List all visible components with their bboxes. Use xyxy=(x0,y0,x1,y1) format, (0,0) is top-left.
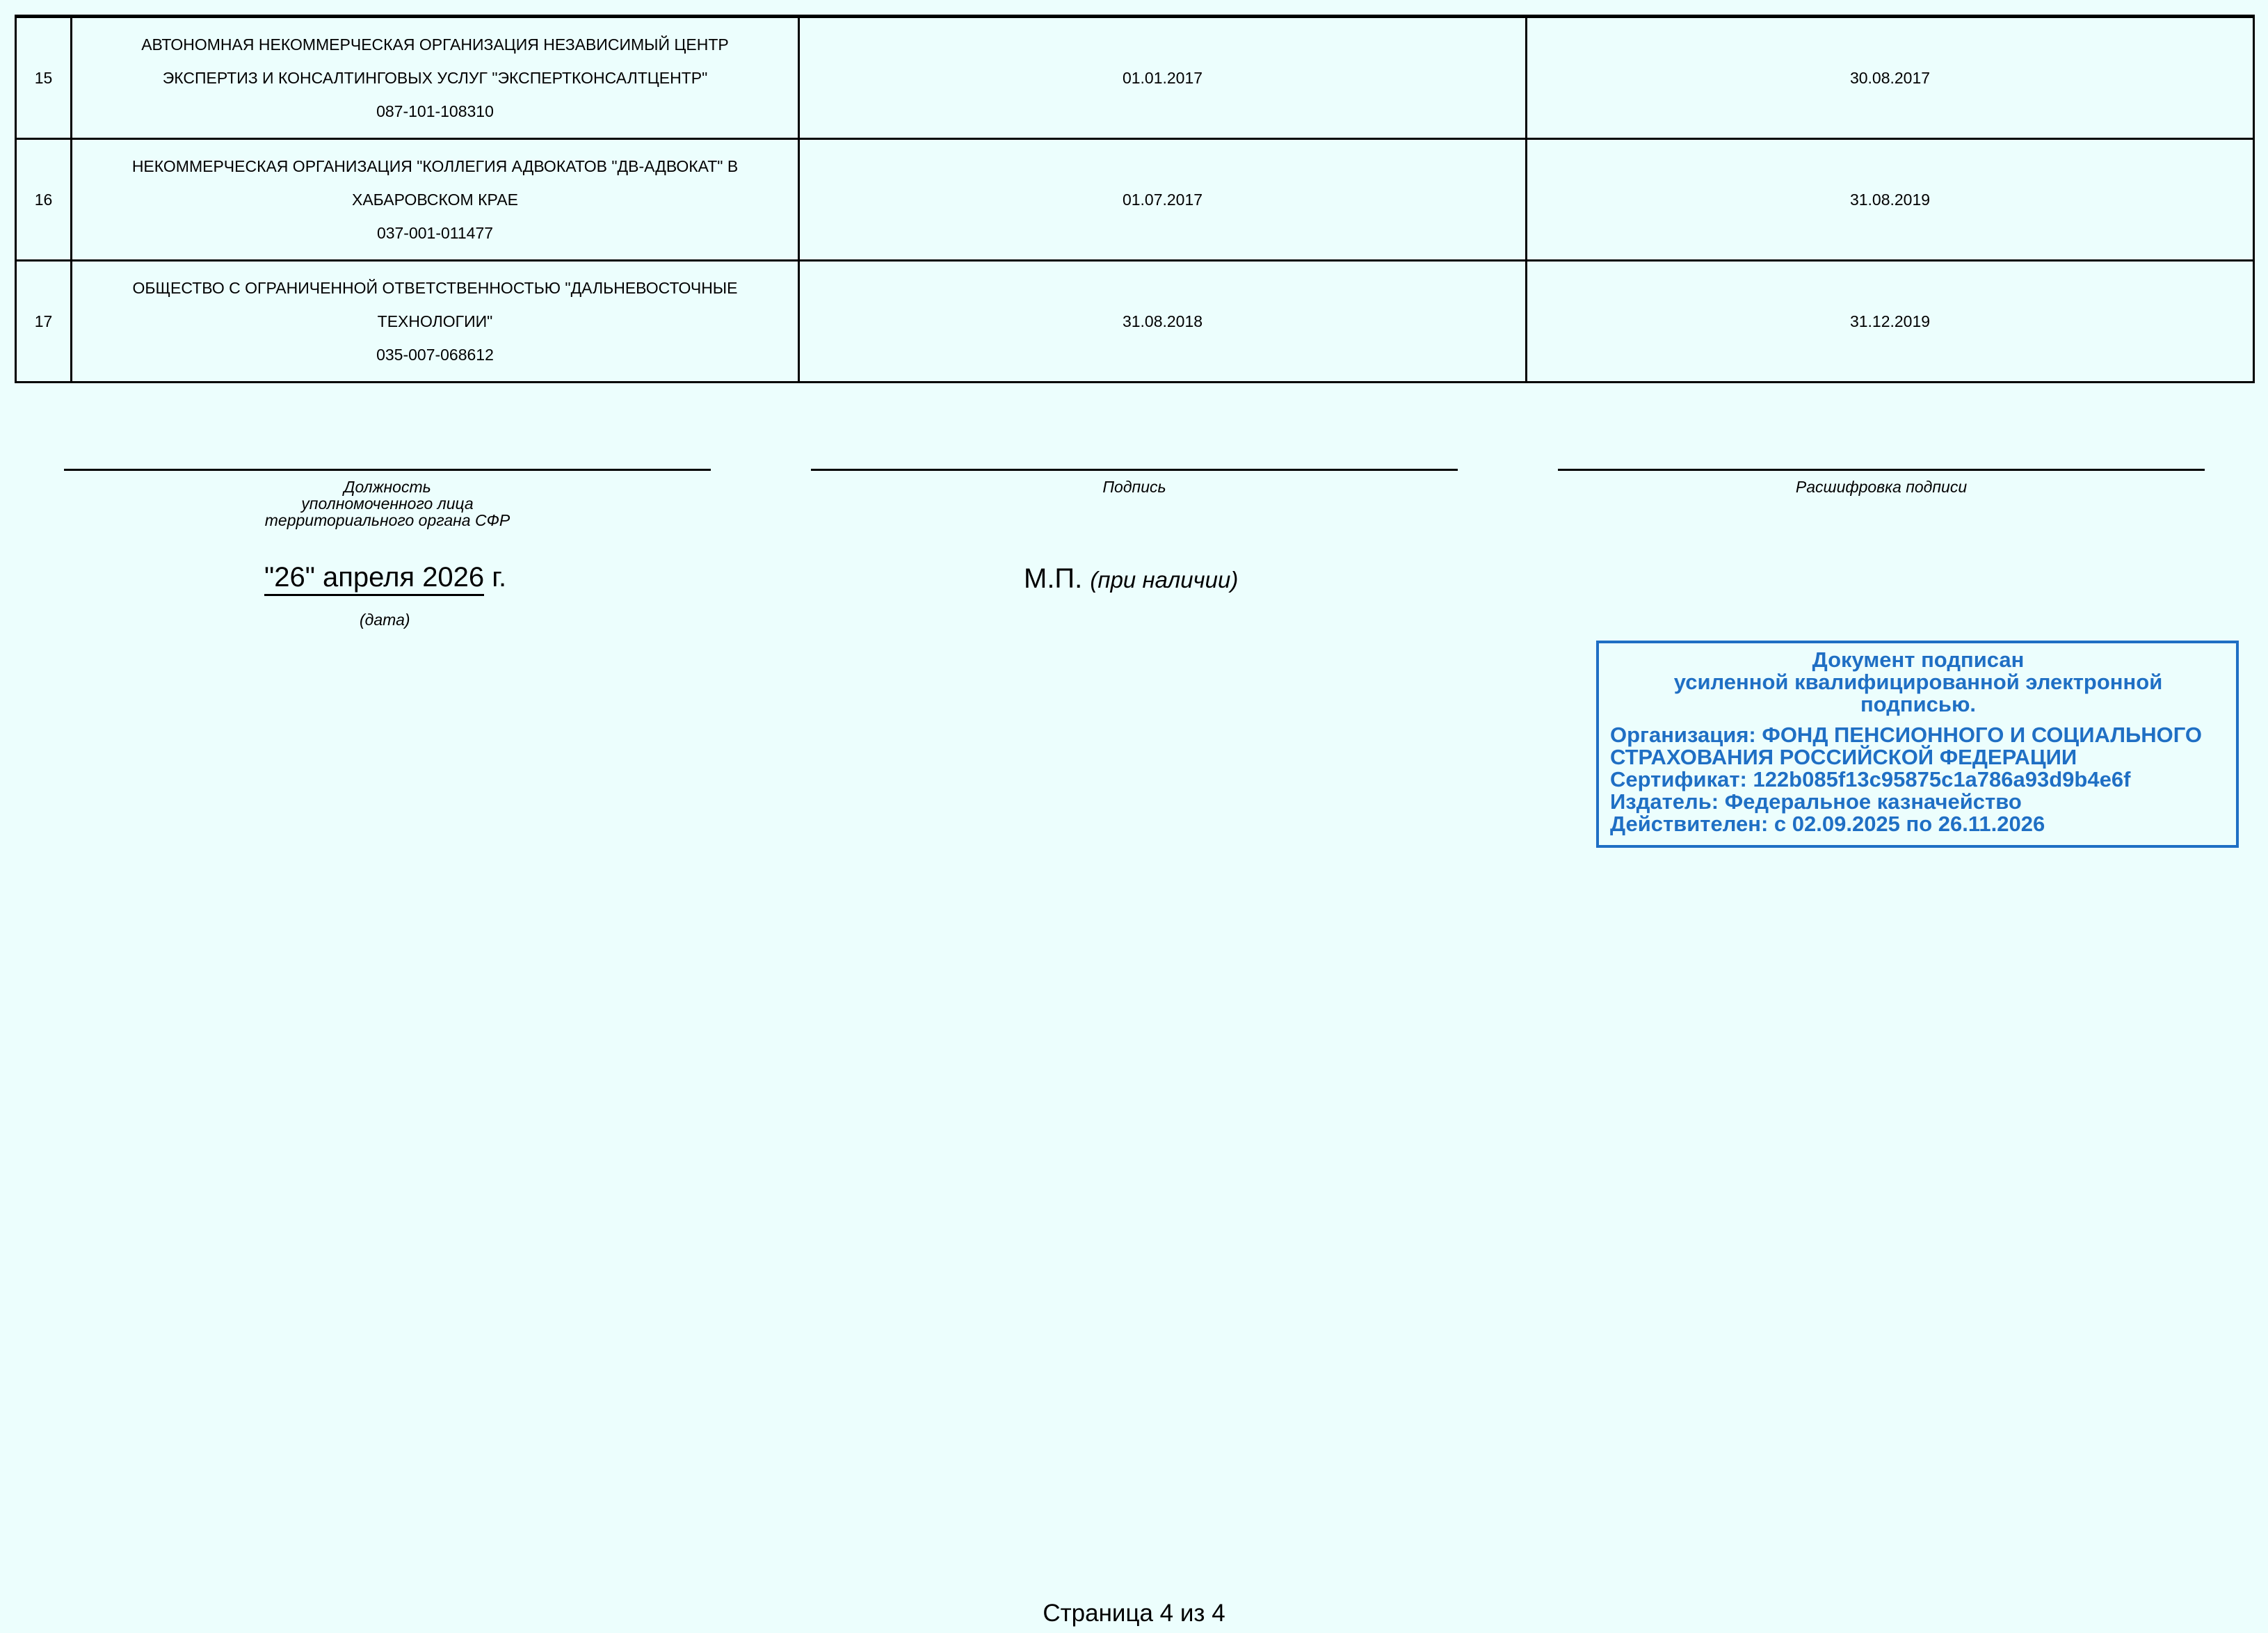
organization-cell xyxy=(72,139,799,261)
period-end: 30.08.2017 xyxy=(1527,17,2254,139)
stamp-details xyxy=(1610,724,2226,835)
registration-number: 087-101-108310 xyxy=(376,102,494,120)
period-start: 01.01.2017 xyxy=(799,17,1527,139)
signature-caption: Подпись xyxy=(1102,478,1166,496)
decode-caption: Расшифровка подписи xyxy=(1795,478,1968,496)
seal-label: М.П. xyxy=(1024,563,1083,594)
seal-placeholder xyxy=(1024,563,1238,595)
organization-cell xyxy=(72,261,799,383)
registration-number: 035-007-068612 xyxy=(376,346,494,364)
organization-name-line: ХАБАРОВСКОМ КРАЕ xyxy=(352,191,518,209)
period-end: 31.08.2019 xyxy=(1527,139,2254,261)
organization-name-line: ТЕХНОЛОГИИ" xyxy=(377,312,493,330)
registration-number: 037-001-011477 xyxy=(376,224,494,242)
stamp-organization: Организация: ФОНД ПЕНСИОННОГО И СОЦИАЛЬНОГО xyxy=(1610,723,2203,747)
stamp-certificate: Сертификат: 122b085f13c95875c1a786a93d9b4e6f xyxy=(1610,767,2131,791)
position-signature-line xyxy=(64,469,711,471)
stamp-header-line: усиленной квалифицированной электронной xyxy=(1673,670,2163,694)
page-number: Страница 4 из 4 xyxy=(1043,1600,1225,1627)
row-number: 16 xyxy=(16,139,72,261)
organization-name-line: АВТОНОМНАЯ НЕКОММЕРЧЕСКАЯ ОРГАНИЗАЦИЯ НЕЗАВИСИМЫЙ ЦЕНТР xyxy=(141,35,729,54)
signing-date-suffix: г. xyxy=(484,562,507,593)
position-caption-line: уполномоченного лица xyxy=(301,494,474,513)
stamp-header-line: подписью. xyxy=(1860,692,1977,716)
period-end: 31.12.2019 xyxy=(1527,261,2254,383)
table-row xyxy=(16,139,2254,261)
row-number: 17 xyxy=(16,261,72,383)
electronic-signature-stamp xyxy=(1596,641,2239,848)
decode-signature-line xyxy=(1558,469,2205,471)
organization-name-line: ЭКСПЕРТИЗ И КОНСАЛТИНГОВЫХ УСЛУГ "ЭКСПЕРТКОНСАЛТЦЕНТР" xyxy=(162,69,708,87)
organization-cell xyxy=(72,17,799,139)
period-start: 01.07.2017 xyxy=(799,139,1527,261)
stamp-header xyxy=(1610,649,2226,716)
position-caption-line: территориального органа СФР xyxy=(264,511,510,529)
stamp-issuer: Издатель: Федеральное казначейство xyxy=(1610,789,2022,814)
employment-periods-table xyxy=(15,15,2255,383)
organization-name-line: НЕКОММЕРЧЕСКАЯ ОРГАНИЗАЦИЯ "КОЛЛЕГИЯ АДВОКАТОВ "ДВ-АДВОКАТ" В xyxy=(131,157,739,175)
row-number: 15 xyxy=(16,17,72,139)
stamp-validity: Действителен: с 02.09.2025 по 26.11.2026 xyxy=(1610,812,2045,836)
period-start: 31.08.2018 xyxy=(799,261,1527,383)
table-row xyxy=(16,261,2254,383)
signing-date-value: "26" апреля 2026 xyxy=(264,562,484,596)
organization-name-line: ОБЩЕСТВО С ОГРАНИЧЕННОЙ ОТВЕТСТВЕННОСТЬЮ "ДАЛЬНЕВОСТОЧНЫЕ xyxy=(132,279,738,297)
signing-date xyxy=(264,562,506,593)
stamp-header-line: Документ подписан xyxy=(1812,647,2025,672)
seal-note: (при наличии) xyxy=(1090,567,1239,593)
stamp-organization-cont: СТРАХОВАНИЯ РОССИЙСКОЙ ФЕДЕРАЦИИ xyxy=(1610,745,2077,769)
date-caption: (дата) xyxy=(360,611,410,629)
signature-line xyxy=(811,469,1458,471)
position-caption-line: Должность xyxy=(344,478,431,496)
position-caption xyxy=(64,478,711,529)
table-row xyxy=(16,17,2254,139)
